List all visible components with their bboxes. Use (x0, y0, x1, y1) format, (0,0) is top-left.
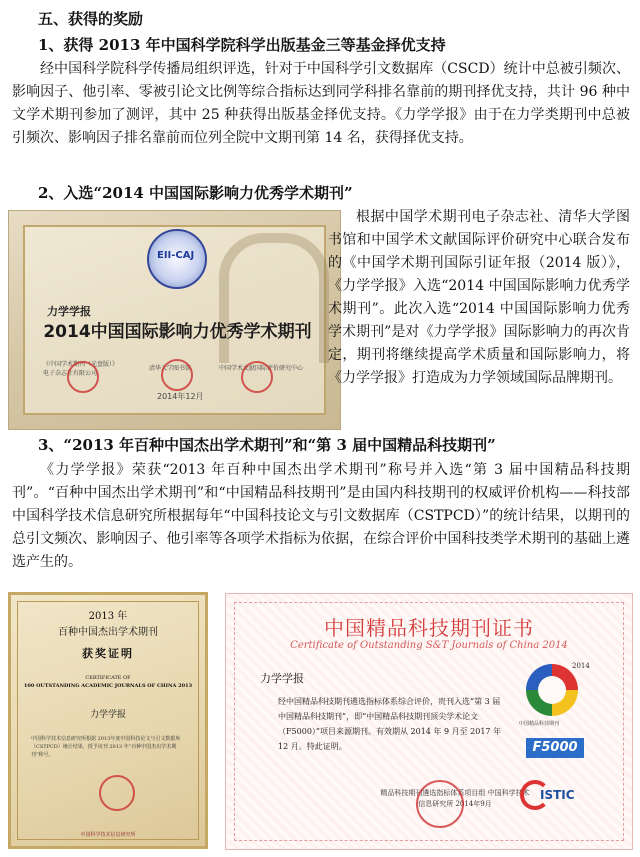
f5000-logo: F5000 (526, 738, 584, 758)
certificate-image-2014-jingpin (226, 594, 632, 849)
red-seal-icon (67, 361, 99, 393)
issuer-mid: 清华大学图书馆 (149, 365, 192, 372)
issuer-left: 《中国学术期刊（光盘版）》电子杂志社有限公司 (43, 361, 119, 377)
red-seal-icon (161, 359, 193, 391)
paragraph-1: 经中国科学院科学传播局组织评选，针对于中国科学引文数据库（CSCD）统计中总被引频次、影响因子、他引率、零被引论文比例等综合指标达到同学科排名靠前的期刊择优支持，共计 96 种中文学术期刊参加了测评，其中 25 种获得出版基金择优支持。《力学学报》由于在力学类期刊中总被引频次、影响因子排名靠前而位列全院中文期刊第 14 名，获得择优支持。 (12, 61, 630, 146)
arch-graphic (219, 233, 329, 363)
cert3-subtitle: Certificate of Outstanding S&T Journals of China 2014 (290, 640, 568, 651)
heading-2: 2、入选“2014 中国国际影响力优秀学术期刊” (38, 184, 353, 202)
cert2-subtitle: 获奖证明 (82, 647, 134, 660)
cert3-title: 中国精品科技期刊证书 (324, 616, 534, 640)
cert2-body: 中国科学技术信息研究所根据 2013年度中国科技论文与引文数据库（CSTPCD）统计结果，授予该刊 2013 年“百种中国杰出学术期刊”称号。 (31, 736, 181, 758)
istic-logo-icon (520, 778, 584, 814)
red-seal-icon (241, 361, 273, 393)
logo-year: 2014 (572, 662, 590, 670)
cert2-year: 2013 年 (88, 611, 128, 622)
paragraph-3: 《力学学报》荣获“2013 年百种中国杰出学术期刊”称号并入选“第 3 届中国精品科技期刊”。“百种中国杰出学术期刊”和“中国精品科技期刊”是由国内科技期刊的权威评价机构——科技部中国科学技术信息研究所根据每年“中国科技论文与引文数据库（CSTPCD）”的统计结果，以期刊的总引文频次、影响因子、他引率等各项学术指标为依据，在综合评价中国科技类学术期刊的基础上遴选产生的。 (12, 462, 630, 570)
certificate-image-2014 (8, 210, 341, 430)
cert2-journal: 力学学报 (89, 710, 126, 720)
red-seal-icon (99, 775, 135, 811)
cert3-body: 经中国精品科技期刊遴选指标体系综合评价，贵刊入选“第 3 届中国精品科技期刊”，即“中国精品科技期刊顶尖学术论文（F5000）”项目来源期刊。有效期从 2014 年 9 月至 2017 年 12 月。特此证明。 (278, 697, 502, 751)
certificate-journal-name: 力学学报 (47, 305, 91, 318)
emblem-label: EII-CAJ (157, 250, 195, 261)
issuer-right: 中国学术文献国际评价研究中心 (219, 365, 304, 372)
certificate-date: 2014年12月 (157, 392, 204, 401)
cert2-title: 百种中国杰出学术期刊 (58, 627, 158, 638)
istic-label: ISTIC (540, 788, 575, 802)
certificate-title: 2014中国国际影响力优秀学术期刊 (43, 322, 312, 342)
section-title: 五、获得的奖励 (38, 10, 144, 28)
cert2-english-1: CERTIFICATE OF (85, 675, 131, 681)
eii-caj-emblem-icon (147, 229, 207, 289)
certificate-image-2013 (8, 592, 208, 849)
cert2-english-2: 100 OUTSTANDING ACADEMIC JOURNALS OF CHINA 2013 (23, 683, 193, 689)
logo-label: 中国精品科技期刊 (519, 721, 560, 727)
red-seal-icon (416, 780, 464, 828)
cert3-signature: 精品科技期刊遴选指标体系项目组 中国科学技术信息研究所 2014年9月 (380, 789, 530, 808)
heading-1: 1、获得 2013 年中国科学院科学出版基金三等基金择优支持 (38, 36, 446, 54)
cert2-footer: 中国科学技术信息研究所 (80, 832, 136, 838)
paragraph-2: 根据中国学术期刊电子杂志社、清华大学图书馆和中国学术文献国际评价研究中心联合发布的《中国学术期刊国际引证年报（2014 版）》，《力学学报》入选“2014 中国国际影响力优秀学术期刊”。此次入选“2014 中国国际影响力优秀学术期刊”是对《力学学报》国际影响力的再次肯定，期刊将继续提高学术质量和国际影响力，将《力学学报》打造成为力学领域国际品牌期刊。 (328, 209, 630, 386)
cert3-journal: 力学学报 (260, 672, 304, 685)
heading-3: 3、“2013 年百种中国杰出学术期刊”和“第 3 届中国精品科技期刊” (38, 436, 496, 454)
jingpin-logo-icon (526, 664, 578, 716)
